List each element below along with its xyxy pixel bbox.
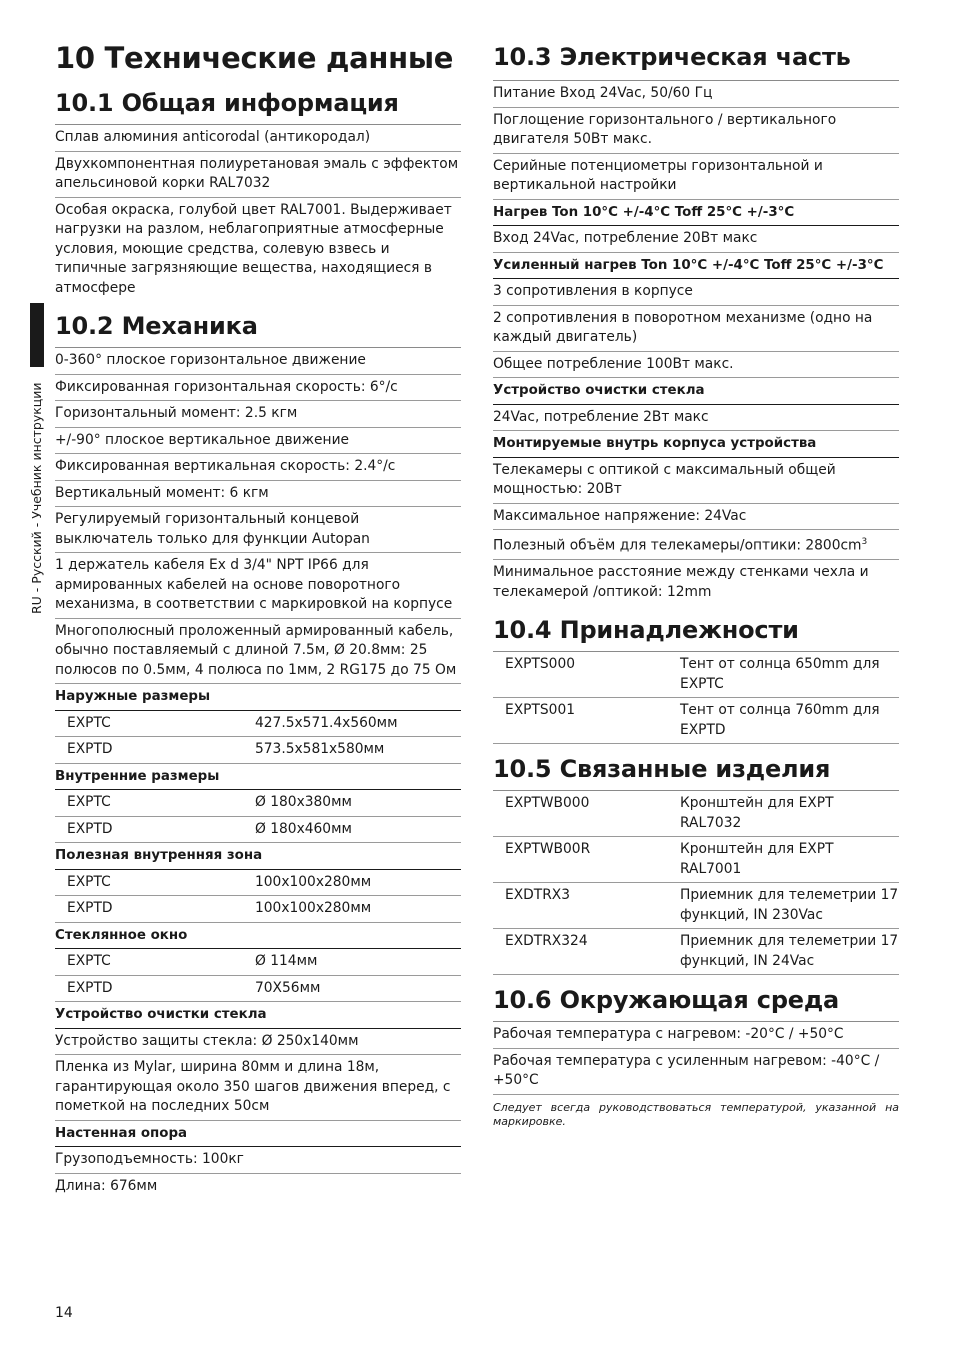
glass-window-row <box>55 976 461 1003</box>
wall-support-row: Грузоподъемность: 100кг <box>55 1147 461 1174</box>
model-code: EXPTC <box>67 953 111 969</box>
electrical-row: Питание Вход 24Vac, 50/60 Гц <box>493 81 899 108</box>
related-product-row <box>493 837 899 883</box>
section-title-mechanics: 10.2 Механика <box>55 309 461 348</box>
mechanics-row: Фиксированная вертикальная скорость: 2.4°/c <box>55 454 461 481</box>
right-column <box>493 38 899 1137</box>
mounted-devices-row: Телекамеры с оптикой с максимальный общей мощностью: 20Вт <box>493 458 899 504</box>
environment-row: Рабочая температура с нагревом: -20°C / +50°C <box>493 1022 899 1049</box>
product-description: Кронштейн для EXPT RAL7001 <box>680 841 834 877</box>
boost-heating-row: Общее потребление 100Вт макс. <box>493 352 899 379</box>
section-title-environment: 10.6 Окружающая среда <box>493 983 899 1022</box>
product-code: EXDTRX324 <box>505 933 588 950</box>
related-product-row <box>493 791 899 837</box>
mounted-devices-row: Минимальное расстояние между стенками чехла и телекамерой /оптикой: 12mm <box>493 564 869 600</box>
wall-support-heading: Настенная опора <box>55 1121 461 1148</box>
superscript: 3 <box>861 537 868 547</box>
mounted-devices-heading: Монтируемые внутрь корпуса устройства <box>493 431 899 458</box>
useful-zone-heading: Полезная внутренняя зона <box>55 843 461 870</box>
boost-heating-heading: Усиленный нагрев Ton 10°C +/-4°C Toff 25°C +/-3°C <box>493 253 899 280</box>
related-product-row <box>493 929 899 975</box>
product-code: EXPTWB000 <box>505 795 590 812</box>
useful-zone-row <box>55 870 461 897</box>
mounted-devices-row: Максимальное напряжение: 24Vac <box>493 504 899 531</box>
wiper-row: 24Vac, потребление 2Вт макс <box>493 405 899 432</box>
mechanics-row: +/-90° плоское вертикальное движение <box>55 428 461 455</box>
product-description: Тент от солнца 760mm для EXPTD <box>680 702 880 738</box>
product-description: Приемник для телеметрии 17 функций, IN 24Vac <box>680 933 899 969</box>
wiper-heading: Устройство очистки стекла <box>55 1002 461 1029</box>
outer-dimensions-row <box>55 737 461 764</box>
product-description: Приемник для телеметрии 17 функций, IN 230Vac <box>680 887 899 923</box>
product-code: EXDTRX3 <box>505 887 571 904</box>
product-code: EXPTWB00R <box>505 841 591 858</box>
dimension-value: 70X56мм <box>255 979 321 996</box>
section-electrical <box>493 38 899 605</box>
glass-window-heading: Стеклянное окно <box>55 923 461 950</box>
model-code: EXPTC <box>67 794 111 810</box>
dimension-value: 427.5x571.4x560мм <box>255 714 398 731</box>
section-accessories <box>493 613 899 744</box>
chapter-title: 10 Технические данные <box>55 41 454 75</box>
mechanics-row: 0-360° плоское горизонтальное движение <box>55 348 461 375</box>
mechanics-row: Многополюсный проложенный армированный кабель, обычно поставляемый с длиной 7.5м, Ø 20.8мм: 25 полюсов по 0.5мм, 4 полюса по 1мм, 2 RG175 до 75 Ом <box>55 619 461 685</box>
dimension-value: Ø 180x380мм <box>255 794 352 810</box>
section-title-related-products: 10.5 Связанные изделия <box>493 752 899 791</box>
outer-dimensions-row <box>55 711 461 738</box>
general-row: Особая окраска, голубой цвет RAL7001. Выдерживает нагрузки на разлом, неблагоприятные атмосферные условия, моющие средства, солевую взвесь и типичные загрязняющие вещества, находящиеся в атмосфере <box>55 201 452 296</box>
dimension-value: 100x100x280мм <box>255 900 372 916</box>
dimension-value: Ø 114мм <box>255 953 318 969</box>
general-row: Двухкомпонентная полиуретановая эмаль с эффектом апельсиновой корки RAL7032 <box>55 152 461 198</box>
model-code: EXPTD <box>67 820 113 837</box>
electrical-row: Серийные потенциометры горизонтальной и вертикальной настройки <box>493 154 899 200</box>
section-title-general: 10.1 Общая информация <box>55 86 461 125</box>
heating-row: Вход 24Vac, потребление 20Вт макс <box>493 226 899 253</box>
accessory-row <box>493 652 899 698</box>
mechanics-row: Горизонтальный момент: 2.5 кгм <box>55 401 461 428</box>
model-code: EXPTD <box>67 741 113 757</box>
wiper-row: Устройство защиты стекла: Ø 250x140мм <box>55 1029 461 1056</box>
section-environment <box>493 983 899 1129</box>
useful-volume-text: Полезный объём для телекамеры/оптики: 2800cm <box>493 537 862 554</box>
mechanics-row: Регулируемый горизонтальный концевой выключатель только для функции Autopan <box>55 507 461 553</box>
section-general <box>55 86 461 301</box>
related-product-row <box>493 883 899 929</box>
side-tab-marker <box>30 303 44 367</box>
product-code: EXPTS000 <box>505 656 576 673</box>
dimension-value: 100x100x280мм <box>255 873 372 890</box>
general-row: Сплав алюминия anticorodal (антикородал) <box>55 125 461 152</box>
section-mechanics <box>55 309 461 1199</box>
model-code: EXPTD <box>67 979 113 996</box>
wall-support-row: Длина: 676мм <box>55 1177 158 1194</box>
product-description: Тент от солнца 650mm для EXPTC <box>680 656 880 692</box>
inner-dimensions-heading: Внутренние размеры <box>55 764 461 791</box>
model-code: EXPTD <box>67 900 113 916</box>
temperature-note: Следует всегда руководствоваться температурой, указанной на маркировке. <box>493 1100 899 1128</box>
section-related-products <box>493 752 899 975</box>
product-description: Кронштейн для EXPT RAL7032 <box>680 795 834 831</box>
boost-heating-row: 2 сопротивления в поворотном механизме (одно на каждый двигатель) <box>493 306 899 352</box>
useful-zone-row <box>55 896 461 923</box>
section-title-accessories: 10.4 Принадлежности <box>493 613 899 652</box>
model-code: EXPTC <box>67 873 111 890</box>
mechanics-row: Фиксированная горизонтальная скорость: 6°/c <box>55 375 461 402</box>
inner-dimensions-row <box>55 790 461 817</box>
mechanics-row: 1 держатель кабеля Ex d 3/4" NPT IP66 для армированных кабелей на основе поворотного механизма, в соответствии с маркировкой на корпусе <box>55 553 461 619</box>
left-column <box>55 38 461 1207</box>
environment-row: Рабочая температура с усиленным нагревом: -40°C / +50°C <box>493 1049 899 1095</box>
heating-heading: Нагрев Ton 10°C +/-4°C Toff 25°C +/-3°C <box>493 200 899 227</box>
mechanics-row: Вертикальный момент: 6 кгм <box>55 481 461 508</box>
model-code: EXPTC <box>67 714 111 731</box>
wiper-row: Пленка из Mylar, ширина 80мм и длина 18м, гарантирующая около 350 шагов движения вперед, с пометкой на последних 50см <box>55 1055 461 1121</box>
outer-dimensions-heading: Наружные размеры <box>55 684 461 711</box>
wiper-heading: Устройство очистки стекла <box>493 378 899 405</box>
product-code: EXPTS001 <box>505 702 576 719</box>
glass-window-row <box>55 949 461 976</box>
boost-heating-row: 3 сопротивления в корпусе <box>493 279 899 306</box>
inner-dimensions-row <box>55 817 461 844</box>
mounted-devices-row <box>493 530 899 560</box>
section-title-electrical: 10.3 Электрическая часть <box>493 38 899 81</box>
electrical-row: Поглощение горизонтального / вертикального двигателя 50Вт макс. <box>493 108 899 154</box>
page-number: 14 <box>55 1305 73 1321</box>
accessory-row <box>493 698 899 744</box>
dimension-value: Ø 180x460мм <box>255 820 352 837</box>
dimension-value: 573.5x581x580мм <box>255 741 385 757</box>
